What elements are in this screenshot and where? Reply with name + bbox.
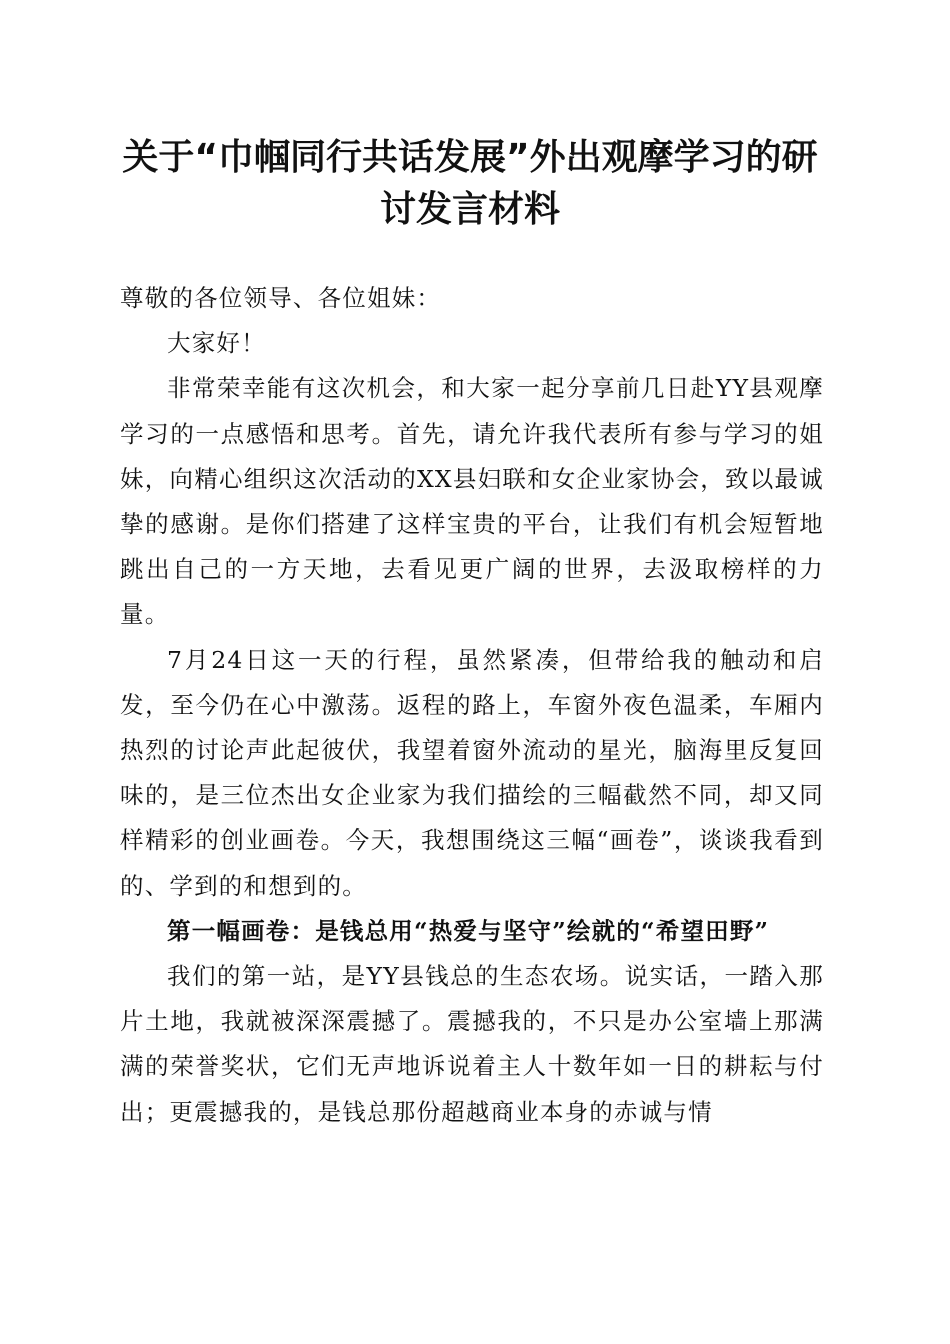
document-title [110, 132, 830, 236]
document-body [120, 276, 824, 1135]
paragraph-1: 非常荣幸能有这次机会，和大家一起分享前几日赴YY县观摩学习的一点感悟和思考。首先，请允许我代表所有参与学习的姐妹，向精心组织这次活动的XX县妇联和女企业家协会，致以最诚挚的感谢。是你们搭建了这样宝贵的平台，让我们有机会短暂地跳出自己的一方天地，去看见更广阔的世界，去汲取榜样的力量。 [120, 374, 824, 629]
title-line-2: 讨发言材料 [379, 189, 560, 230]
paragraph-3: 我们的第一站，是YY县钱总的生态农场。说实话，一踏入那片土地，我就被深深震撼了。震撼我的，不只是办公室墙上那满满的荣誉奖状，它们无声地诉说着主人十数年如一日的耕耘与付出；更震撼我的，是钱总那份超越商业本身的赤诚与情 [120, 962, 824, 1126]
section-heading: 第一幅画卷：是钱总用“热爱与坚守”绘就的“希望田野” [167, 916, 770, 945]
title-line-1: 关于“巾帼同行共话发展”外出观摩学习的研 [122, 137, 818, 178]
greeting: 大家好！ [167, 329, 266, 358]
salutation: 尊敬的各位领导、各位姐妹： [120, 284, 442, 312]
paragraph-2: 7月24日这一天的行程，虽然紧凑，但带给我的触动和启发，至今仍在心中激荡。返程的路上，车窗外夜色温柔，车厢内热烈的讨论声此起彼伏，我望着窗外流动的星光，脑海里反复回味的，是三位杰出女企业家为我们描绘的三幅截然不同，却又同样精彩的创业画卷。今天，我想围绕这三幅“画卷”，谈谈我看到的、学到的和想到的。 [120, 645, 824, 900]
